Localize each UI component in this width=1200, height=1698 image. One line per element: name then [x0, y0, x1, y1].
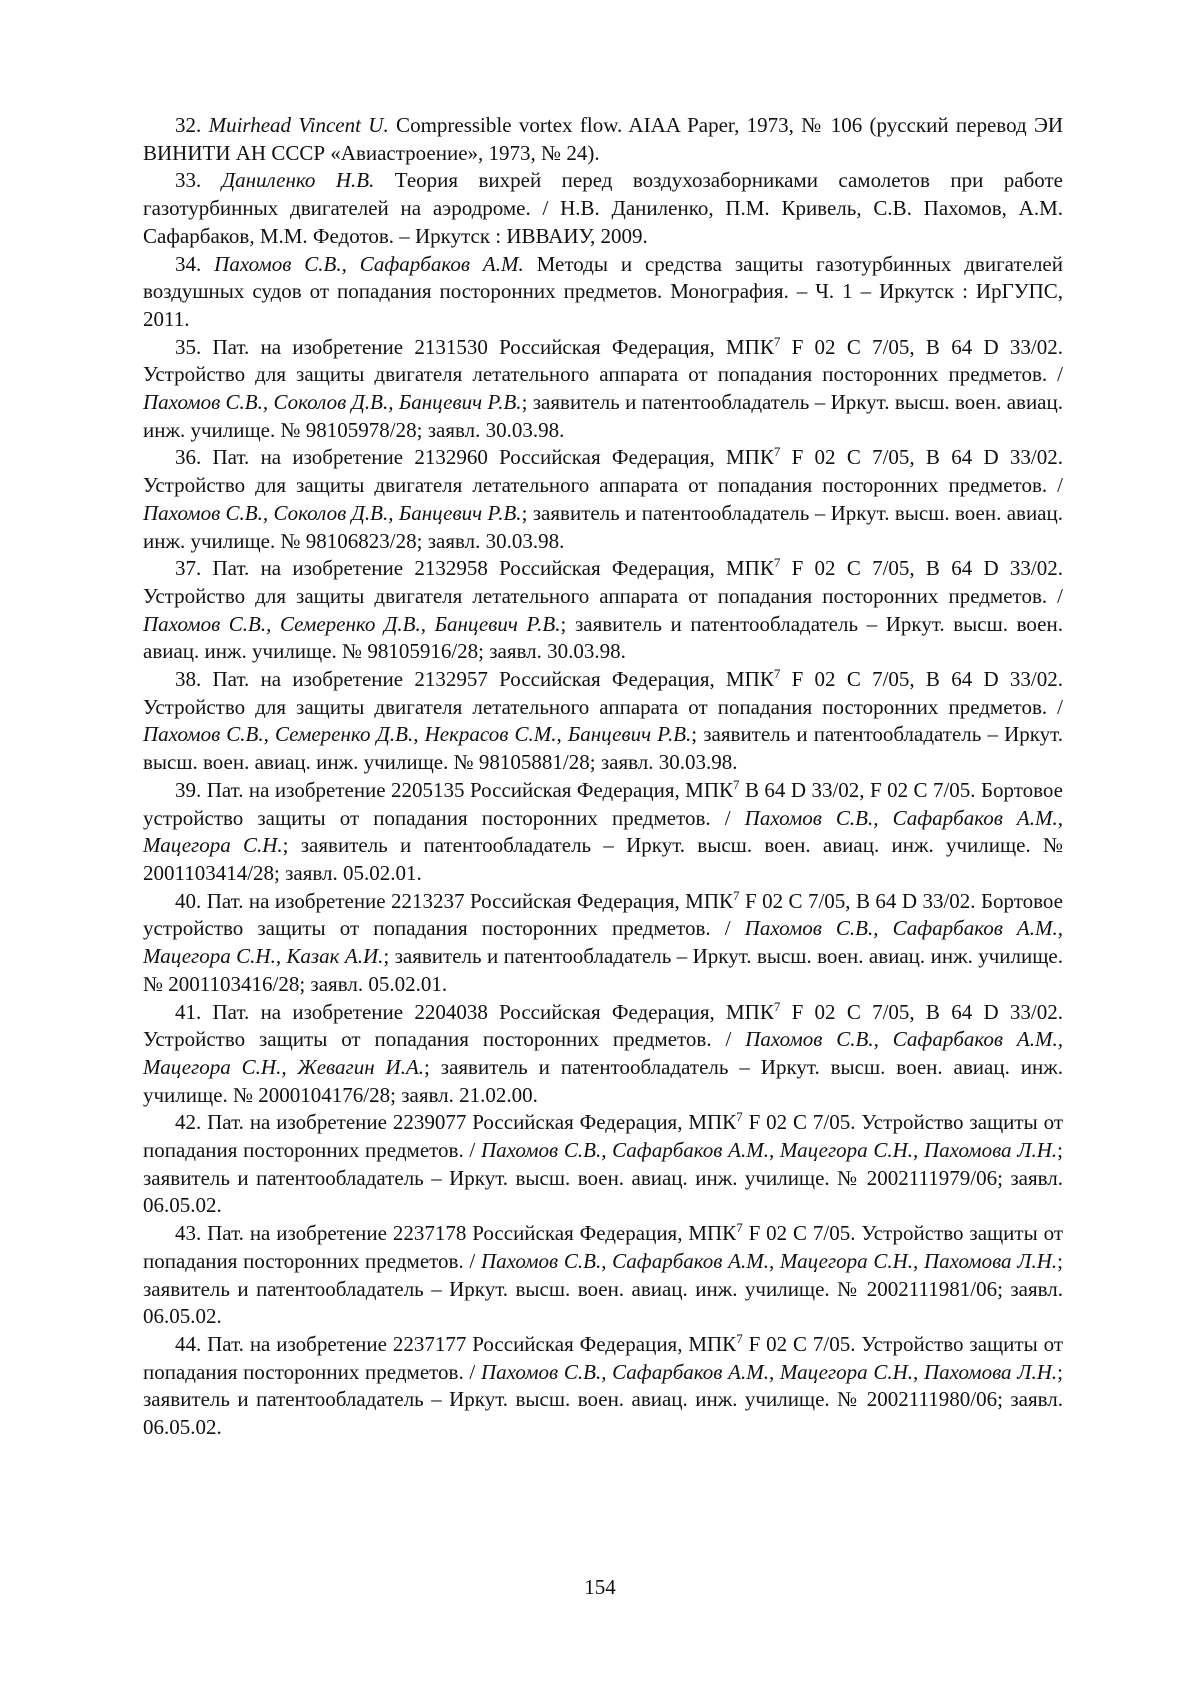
reference-author: Пахомов С.В., Сафарбаков А.М., Мацегора С.Н., Пахомова Л.Н.	[480, 1138, 1058, 1163]
reference-text: Теория вихрей перед воздухозаборниками самолетов при работе газотурбинных двигателей на аэродроме. / Н.В. Даниленко, П.М. Кривель, С.В. Пахомов, А.М. Сафарбаков, М.М. Федотов. – Иркутск : ИВВАИУ, 2009.	[143, 168, 1064, 248]
reference-author: Пахомов С.В., Семеренко Д.В., Банцевич Р.В.	[143, 611, 561, 636]
ipc-edition: 7	[773, 998, 781, 1014]
reference-text: ; заявитель и патентообладатель – Иркут. высш. воен. авиац. инж. училище. № 98105916/28; заявл. 30.03.98.	[143, 611, 1063, 664]
reference-text: ; заявитель и патентообладатель – Иркут. высш. воен. авиац. инж. училище. № 98106823/28; заявл. 30.03.98.	[143, 500, 1063, 553]
reference-number: 43.	[175, 1221, 202, 1246]
reference-text: ; заявитель и патентообладатель – Иркут. высш. воен. авиац. инж. училище. № 2000104176/28; заявл. 21.02.00.	[143, 1054, 1063, 1107]
reference-text: F 02 C 7/05. Устройство защиты от попадания посторонних предметов. /	[143, 1221, 1063, 1273]
reference-text: Пат. на изобретение 2132957 Российская Федерация, МПК	[212, 667, 774, 692]
reference-item-42	[143, 1109, 1063, 1220]
ipc-edition: 7	[773, 555, 781, 571]
reference-item-38	[143, 666, 1063, 777]
ipc-edition: 7	[773, 444, 781, 460]
reference-text: F 02 C 7/05, B 64 D 33/02. Бортовое устройство защиты от попадания посторонних предметов. /	[143, 888, 1063, 941]
reference-item-41	[143, 999, 1063, 1110]
reference-text: F 02 C 7/05, B 64 D 33/02. Устройство для защиты двигателя летательного аппарата от попадания посторонних предметов. /	[143, 334, 1063, 387]
reference-text: Пат. на изобретение 2204038 Российская Федерация, МПК	[212, 999, 774, 1024]
ipc-edition: 7	[733, 776, 740, 792]
reference-text: F 02 C 7/05. Устройство защиты от попадания посторонних предметов. /	[143, 1110, 1063, 1163]
ipc-edition: 7	[736, 1220, 743, 1236]
reference-text: Пат. на изобретение 2132958 Российская Федерация, МПК	[212, 556, 774, 581]
reference-item-34	[143, 251, 1063, 334]
reference-author: Пахомов С.В., Сафарбаков А.М.	[214, 251, 524, 276]
reference-text: ; заявитель и патентообладатель – Иркут. высш. воен. авиац. инж. училище. № 2001103416/28; заявл. 05.02.01.	[143, 944, 1063, 996]
reference-number: 41.	[175, 999, 202, 1024]
reference-number: 38.	[175, 667, 202, 692]
reference-text: F 02 C 7/05. Устройство защиты от попадания посторонних предметов. /	[143, 1331, 1063, 1384]
ipc-edition: 7	[773, 333, 781, 349]
reference-text: Пат. на изобретение 2213237 Российская Федерация, МПК	[206, 888, 734, 913]
reference-text: Пат. на изобретение 2132960 Российская Федерация, МПК	[212, 445, 774, 470]
reference-text: ; заявитель и патентообладатель – Иркут. высш. воен. авиац. инж. училище. № 2002111981/06; заявл. 06.05.02.	[143, 1248, 1063, 1329]
reference-number: 32.	[175, 113, 202, 137]
page-number: 154	[584, 1575, 616, 1599]
ipc-edition: 7	[736, 1330, 743, 1346]
reference-text: Пат. на изобретение 2237178 Российская Федерация, МПК	[207, 1221, 737, 1246]
reference-text: F 02 C 7/05, B 64 D 33/02. Устройство для защиты двигателя летательного аппарата от попадания посторонних предметов. /	[143, 667, 1063, 719]
reference-text: F 02 C 7/05, B 64 D 33/02. Устройство защиты от попадания посторонних предметов. /	[143, 999, 1063, 1052]
reference-number: 34.	[175, 251, 202, 276]
reference-author: Пахомов С.В., Семеренко Д.В., Некрасов С.М., Банцевич Р.В.	[143, 722, 692, 747]
reference-number: 35.	[175, 334, 202, 359]
reference-text: ; заявитель и патентообладатель – Иркут. высш. воен. авиац. инж. училище. № 2001103414/28; заявл. 05.02.01.	[143, 833, 1064, 885]
reference-text: ; заявитель и патентообладатель – Иркут. высш. воен. авиац. инж. училище. № 98105978/28; заявл. 30.03.98.	[143, 390, 1063, 442]
reference-text: F 02 C 7/05, B 64 D 33/02. Устройство для защиты двигателя летательного аппарата от попадания посторонних предметов. /	[143, 445, 1063, 498]
reference-text: Пат. на изобретение 2205135 Российская Федерация, МПК	[206, 777, 734, 802]
reference-item-36	[143, 444, 1063, 555]
reference-author: Пахомов С.В., Сафарбаков А.М., Мацегора С.Н.	[143, 805, 1063, 858]
reference-author: Пахомов С.В., Сафарбаков А.М., Мацегора С.Н., Жевагин И.А.	[143, 1027, 1063, 1079]
ipc-edition: 7	[733, 887, 740, 903]
reference-author: Пахомов С.В., Сафарбаков А.М., Мацегора С.Н., Пахомова Л.Н.	[480, 1248, 1058, 1273]
reference-author: Пахомов С.В., Сафарбаков А.М., Мацегора С.Н., Казак А.И.	[143, 916, 1063, 969]
reference-item-40	[143, 888, 1063, 999]
reference-author: Пахомов С.В., Соколов Д.В., Банцевич Р.В.	[143, 390, 522, 415]
reference-item-37	[143, 555, 1063, 666]
reference-item-39	[143, 777, 1063, 888]
reference-number: 42.	[175, 1110, 202, 1135]
reference-text: Пат. на изобретение 2237177 Российская Федерация, МПК	[207, 1331, 737, 1356]
reference-text: F 02 C 7/05, B 64 D 33/02. Устройство для защиты двигателя летательного аппарата от попадания посторонних предметов. /	[143, 556, 1063, 608]
reference-item-32	[143, 112, 1063, 167]
reference-number: 37.	[175, 556, 202, 581]
reference-list	[143, 112, 1063, 1442]
ipc-edition: 7	[773, 666, 781, 682]
reference-text: ; заявитель и патентообладатель – Иркут. высш. воен. авиац. инж. училище. № 2002111980/06; заявл. 06.05.02.	[143, 1359, 1063, 1440]
reference-text: Compressible vortex flow. AIAA Paper, 1973, № 106 (русский перевод ЭИ ВИНИТИ АН СССР «Авиастроение», 1973, № 24).	[143, 113, 1064, 165]
reference-item-43	[143, 1220, 1063, 1331]
reference-number: 39.	[175, 777, 202, 802]
reference-text: ; заявитель и патентообладатель – Иркут. высш. воен. авиац. инж. училище. № 98105881/28; заявл. 30.03.98.	[143, 722, 1064, 775]
reference-author: Пахомов С.В., Сафарбаков А.М., Мацегора С.Н., Пахомова Л.Н.	[480, 1359, 1058, 1384]
reference-text: Пат. на изобретение 2239077 Российская Федерация, МПК	[207, 1110, 737, 1135]
reference-author: Пахомов С.В., Соколов Д.В., Банцевич Р.В.	[143, 500, 522, 525]
reference-author: Даниленко Н.В.	[221, 168, 375, 193]
reference-text: Методы и средства защиты газотурбинных двигателей воздушных судов от попадания посторонних предметов. Монография. – Ч. 1 – Иркутск : ИрГУПС, 2011.	[143, 251, 1063, 331]
ipc-edition: 7	[736, 1109, 743, 1125]
reference-number: 40.	[175, 888, 202, 913]
reference-item-35	[143, 334, 1063, 445]
reference-text: Пат. на изобретение 2131530 Российская Федерация, МПК	[212, 334, 774, 359]
reference-item-44	[143, 1331, 1063, 1442]
reference-number: 33.	[175, 168, 202, 193]
reference-text: B 64 D 33/02, F 02 C 7/05. Бортовое устройство защиты от попадания посторонних предметов. /	[143, 777, 1063, 830]
reference-number: 44.	[175, 1331, 202, 1356]
reference-text: ; заявитель и патентообладатель – Иркут. высш. воен. авиац. инж. училище. № 2002111979/06; заявл. 06.05.02.	[143, 1138, 1063, 1218]
reference-number: 36.	[175, 445, 202, 470]
reference-item-33	[143, 167, 1063, 250]
reference-author: Muirhead Vincent U.	[208, 113, 389, 137]
